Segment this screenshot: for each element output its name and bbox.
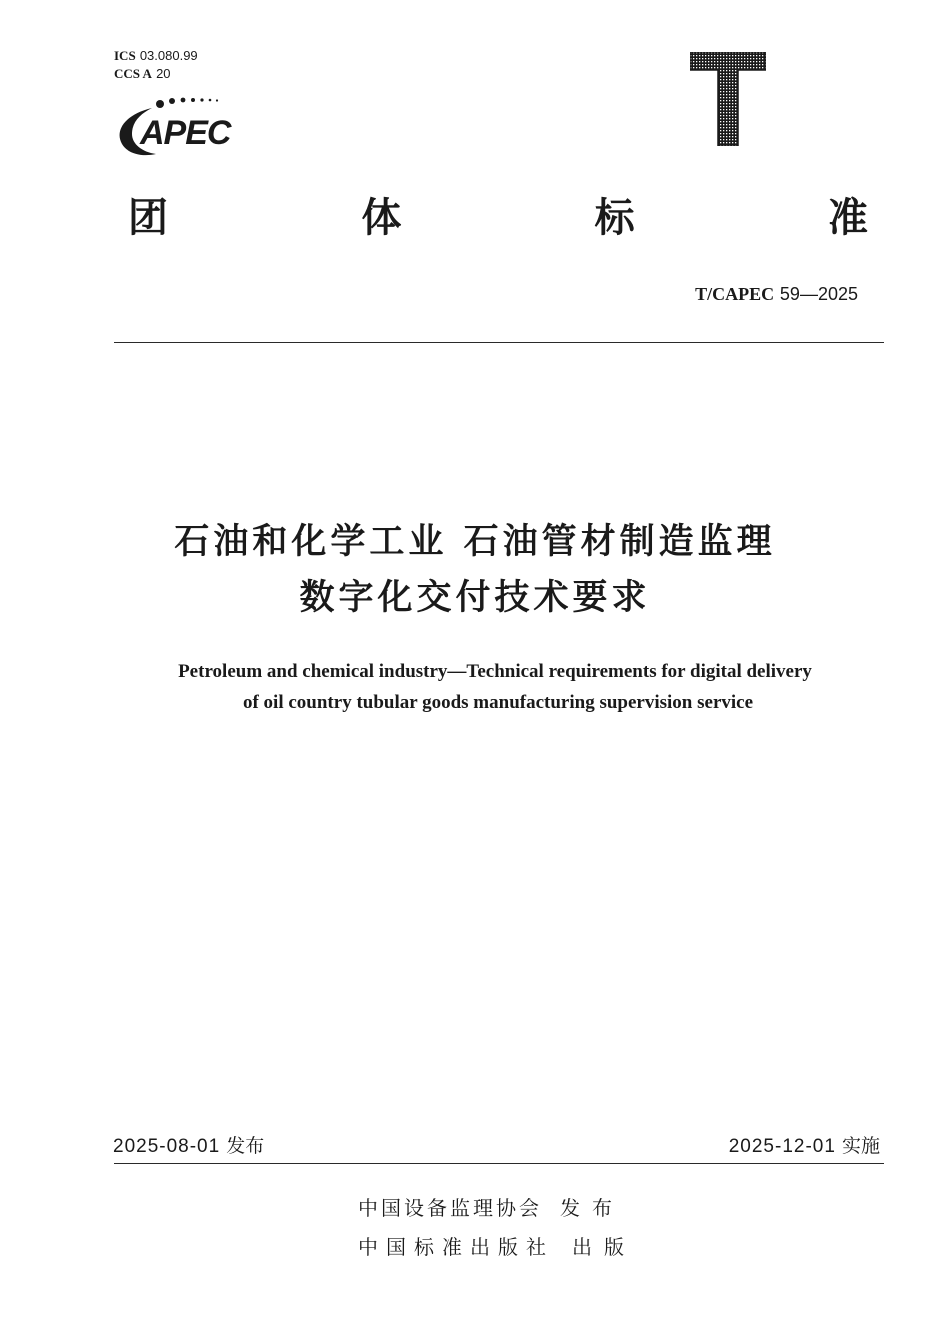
top-divider <box>114 342 884 343</box>
effective-label: 实施 <box>841 1135 880 1157</box>
publisher-role: 发布 <box>560 1196 624 1220</box>
standard-number-prefix: T/CAPEC <box>695 284 775 304</box>
standard-type-char: 准 <box>827 195 868 241</box>
ccs-label: CCS A <box>114 66 152 81</box>
title-cn-line2: 数字化交付技术要求 <box>299 578 651 618</box>
printer-line <box>358 1231 636 1260</box>
capec-logo <box>112 94 262 160</box>
category-t-mark <box>690 52 766 146</box>
standard-type-char: 标 <box>594 195 635 241</box>
publisher-line <box>358 1192 624 1221</box>
effective-date: 2025-12-01 <box>728 1136 836 1157</box>
bottom-divider <box>114 1163 884 1164</box>
title-cn-line1: 石油和化学工业 石油管材制造监理 <box>174 522 776 562</box>
logo-text: APEC <box>140 114 231 152</box>
standard-number-suffix: 59—2025 <box>779 284 858 304</box>
issue-date-block <box>113 1131 264 1158</box>
printer-role: 出版 <box>572 1235 636 1259</box>
publisher-name: 中国设备监理协会 <box>358 1196 542 1220</box>
standard-type-char: 团 <box>128 195 168 241</box>
issue-label: 发布 <box>226 1135 265 1157</box>
ccs-code: 20 <box>156 66 171 81</box>
title-en-line1: Petroleum and chemical industry—Technical requirements for digital delivery <box>178 661 812 682</box>
ics-label: ICS <box>114 48 136 63</box>
standard-type-char: 体 <box>361 195 402 241</box>
issue-date: 2025-08-01 <box>113 1136 221 1157</box>
standard-type-heading <box>128 190 868 246</box>
ics-code: 03.080.99 <box>139 48 198 63</box>
ccs-line <box>114 65 198 83</box>
title-en-line2: of oil country tubular goods manufacturing supervision service <box>242 692 754 713</box>
printer-name: 中国标准出版社 <box>358 1235 554 1259</box>
effective-date-block <box>729 1131 880 1158</box>
classification-codes <box>114 47 198 83</box>
standard-number <box>695 284 858 305</box>
ics-line <box>114 47 198 65</box>
